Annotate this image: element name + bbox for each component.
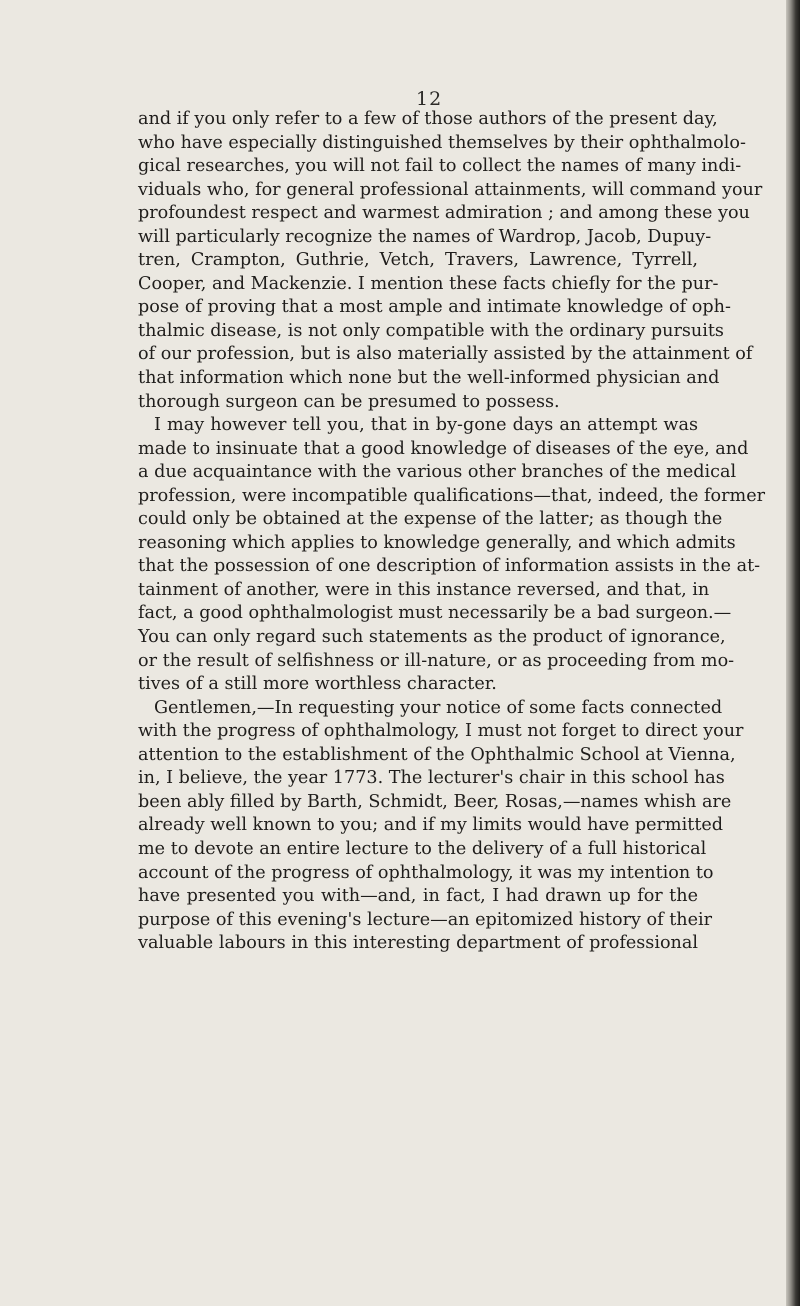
text-line: with the progress of ophthalmology, I must not forget to direct your xyxy=(138,721,744,742)
text-line: You can only regard such statements as the product of ignorance, xyxy=(138,627,726,648)
text-line: and if you only refer to a few of those authors of the present day, xyxy=(138,109,718,129)
text-line: been ably filled by Barth, Schmidt, Beer, Rosas,—names whish are xyxy=(138,791,732,812)
text-line: will particularly recognize the names of Wardrop, Jacob, Dupuy- xyxy=(138,226,712,247)
text-line: that the possession of one description of information assists in the at- xyxy=(138,556,761,577)
text-line: Gentlemen,—In requesting your notice of some facts connected xyxy=(154,697,723,718)
text-line: account of the progress of ophthalmology, it was my intention to xyxy=(138,862,714,883)
text-line: me to devote an entire lecture to the delivery of a full historical xyxy=(138,838,707,859)
text-line: thalmic disease, is not only compatible with the ordinary pursuits xyxy=(138,320,724,341)
text-line: thorough surgeon can be presumed to possess. xyxy=(138,391,560,412)
text-line: profession, were incompatible qualifications—that, indeed, the former xyxy=(138,485,766,506)
text-line: pose of proving that a most ample and intimate knowledge of oph- xyxy=(138,297,731,318)
text-line: of our profession, but is also materially assisted by the attainment of xyxy=(138,344,753,365)
text-line: Cooper, and Mackenzie. I mention these facts chiefly for the pur- xyxy=(138,273,719,294)
text-line: fact, a good ophthalmologist must necessarily be a bad surgeon.— xyxy=(138,603,732,624)
text-line: reasoning which applies to knowledge generally, and which admits xyxy=(138,532,736,553)
text-line: tren, Crampton, Guthrie, Vetch, Travers, Lawrence, Tyrrell, xyxy=(138,250,698,271)
text-line: made to insinuate that a good knowledge of diseases of the eye, and xyxy=(138,438,749,459)
body-text xyxy=(138,108,766,956)
text-line: tives of a still more worthless character. xyxy=(138,674,497,695)
text-line: I may however tell you, that in by-gone days an attempt was xyxy=(154,415,698,436)
text-line: a due acquaintance with the various other branches of the medical xyxy=(138,462,737,483)
text-line: viduals who, for general professional attainments, will command your xyxy=(138,179,763,200)
text-line: already well known to you; and if my limits would have permitted xyxy=(138,815,724,836)
text-line: profoundest respect and warmest admiration ; and among these you xyxy=(138,203,750,224)
text-line: in, I believe, the year 1773. The lecturer's chair in this school has xyxy=(138,768,725,789)
text-line: valuable labours in this interesting department of professional xyxy=(138,933,698,954)
text-line: could only be obtained at the expense of the latter; as though the xyxy=(138,509,723,530)
text-line: purpose of this evening's lecture—an epitomized history of their xyxy=(138,909,713,930)
page-number: 12 xyxy=(416,88,443,110)
text-line: have presented you with—and, in fact, I had drawn up for the xyxy=(138,886,698,907)
text-line: tainment of another, were in this instance reversed, and that, in xyxy=(138,579,710,600)
text-line: attention to the establishment of the Ophthalmic School at Vienna, xyxy=(138,744,736,765)
text-line: that information which none but the well-informed physician and xyxy=(138,368,720,389)
page-edge-shadow xyxy=(786,0,800,1306)
text-line: or the result of selfishness or ill-nature, or as proceeding from mo- xyxy=(138,650,735,671)
text-line: who have especially distinguished themselves by their ophthalmolo- xyxy=(138,132,746,153)
text-line: gical researches, you will not fail to collect the names of many indi- xyxy=(138,156,742,177)
